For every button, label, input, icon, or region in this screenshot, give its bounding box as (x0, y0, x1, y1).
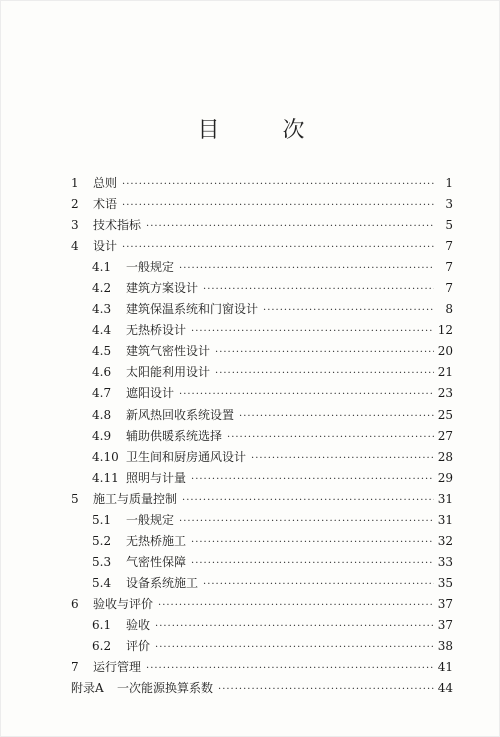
dot-leader (215, 342, 434, 363)
toc-entry[interactable] (71, 678, 453, 699)
toc-entry[interactable] (71, 173, 453, 194)
toc-entry[interactable] (71, 426, 453, 447)
toc-entry-number: 4.11 (92, 470, 119, 485)
page-title: 目 次 (197, 118, 333, 143)
dot-leader (203, 574, 434, 595)
toc-entry-page-number: 35 (437, 575, 453, 590)
toc-entry-title: 无热桥设计 (126, 323, 187, 338)
dot-leader (182, 490, 434, 511)
toc-entry-page-number: 32 (437, 533, 453, 548)
toc-entry-title: 设备系统施工 (126, 575, 199, 590)
toc-entry-title: 新风热回收系统设置 (126, 407, 235, 422)
toc-entry[interactable] (71, 636, 453, 657)
toc-entry-page-number: 8 (445, 302, 453, 317)
toc-entry-title: 评价 (126, 639, 151, 654)
toc-entry-number: 4 (71, 239, 79, 254)
toc-entry-title: 遮阳设计 (126, 386, 175, 401)
dot-leader (227, 427, 434, 448)
toc-entry-title: 照明与计量 (126, 470, 187, 485)
toc-entry-page-number: 7 (445, 239, 453, 254)
toc-entry-number: 4.9 (92, 428, 112, 443)
toc-entry-number: 4.2 (92, 281, 112, 296)
toc-entry-page-number: 41 (437, 660, 453, 675)
toc-entry-title: 运行管理 (93, 660, 142, 675)
toc-entry-number: 4.4 (92, 323, 112, 338)
toc-entry[interactable] (71, 468, 453, 489)
dot-leader (218, 679, 434, 700)
toc-entry-number: 6.2 (92, 639, 112, 654)
dot-leader (203, 279, 434, 300)
toc-entry-page-number: 37 (437, 596, 453, 611)
dot-leader (191, 469, 434, 490)
toc-entry-title: 无热桥施工 (126, 533, 187, 548)
toc-entry-page-number: 31 (437, 491, 453, 506)
toc-entry-page-number: 21 (437, 365, 453, 380)
dot-leader (191, 553, 434, 574)
toc-entry[interactable] (71, 552, 453, 573)
toc-entry-number: 4.8 (92, 407, 112, 422)
dot-leader (158, 595, 434, 616)
toc-entry-page-number: 3 (445, 197, 453, 212)
dot-leader (179, 258, 434, 279)
toc-entry-number: 5.1 (92, 512, 112, 527)
dot-leader (191, 321, 434, 342)
toc-entry[interactable] (71, 278, 453, 299)
toc-entry[interactable] (71, 573, 453, 594)
toc-entry-page-number: 1 (445, 176, 453, 190)
toc-entry[interactable] (71, 215, 453, 236)
toc-entry[interactable] (71, 447, 453, 468)
toc-entry-title: 设计 (93, 239, 118, 254)
dot-leader (215, 363, 434, 384)
dot-leader (251, 448, 434, 469)
dot-leader (263, 300, 434, 321)
toc-entry-title: 总则 (93, 176, 118, 190)
toc-entry-page-number: 28 (437, 449, 453, 464)
toc-entry[interactable] (71, 594, 453, 615)
toc-entry-number: 5 (71, 491, 79, 506)
toc-entry[interactable] (71, 405, 453, 426)
toc-entry-title: 验收 (126, 617, 151, 632)
dot-leader (146, 216, 434, 237)
toc-entry-title: 气密性保障 (126, 554, 187, 569)
dot-leader (122, 174, 434, 195)
toc-entry-page-number: 33 (437, 554, 453, 569)
dot-leader (146, 658, 434, 679)
dot-leader (122, 195, 434, 216)
toc-entry-page-number: 23 (437, 386, 453, 401)
toc-entry[interactable] (71, 236, 453, 257)
toc-entry[interactable] (71, 489, 453, 510)
toc-entry-page-number: 5 (445, 218, 453, 233)
toc-entry-title: 建筑气密性设计 (126, 344, 211, 359)
toc-entry-page-number: 27 (437, 428, 453, 443)
toc-entry-number: 5.3 (92, 554, 112, 569)
toc-entry-title: 卫生间和厨房通风设计 (126, 449, 247, 464)
toc-entry[interactable] (71, 257, 453, 278)
dot-leader (155, 637, 434, 658)
toc-entry[interactable] (71, 531, 453, 552)
toc-entry-title: 施工与质量控制 (93, 491, 178, 506)
dot-leader (155, 616, 434, 637)
toc-entry-number: 2 (71, 197, 79, 212)
toc-entry-number: 4.3 (92, 302, 112, 317)
toc-entry-page-number: 37 (437, 617, 453, 632)
toc-entry[interactable] (71, 657, 453, 678)
toc-entry-title: 太阳能利用设计 (126, 365, 211, 380)
toc-entry-number: 6 (71, 596, 79, 611)
toc-entry-title: 一次能源换算系数 (117, 681, 214, 696)
toc-entry-number: 3 (71, 218, 79, 233)
toc-entry-number: 4.5 (92, 344, 112, 359)
toc-entry-number: 5.2 (92, 533, 112, 548)
toc-entry-title: 验收与评价 (93, 596, 154, 611)
toc-entry-page-number: 7 (445, 260, 453, 275)
toc-entry-title: 技术指标 (93, 218, 142, 233)
toc-entry-page-number: 31 (437, 512, 453, 527)
toc-entry-number: 附录A (71, 681, 104, 696)
dot-leader (239, 406, 434, 427)
toc-entry-number: 4.1 (92, 260, 112, 275)
toc-entry[interactable] (71, 362, 453, 383)
toc-entry-page-number: 44 (437, 681, 453, 696)
toc-entry-title: 一般规定 (126, 260, 175, 275)
toc-entry-page-number: 29 (437, 470, 453, 485)
toc-entry-page-number: 25 (437, 407, 453, 422)
dot-leader (122, 237, 434, 258)
table-of-contents (71, 173, 453, 699)
toc-entry-page-number: 12 (437, 323, 453, 338)
toc-entry-page-number: 38 (437, 639, 453, 654)
toc-entry[interactable] (71, 510, 453, 531)
toc-entry-number: 7 (71, 660, 79, 675)
toc-entry-number: 4.6 (92, 365, 112, 380)
toc-entry-title: 建筑方案设计 (126, 281, 199, 296)
toc-entry-number: 1 (71, 176, 79, 190)
dot-leader (179, 511, 434, 532)
toc-entry-title: 术语 (93, 197, 118, 212)
toc-entry-number: 5.4 (92, 575, 112, 590)
toc-entry[interactable] (71, 615, 453, 636)
toc-entry[interactable] (71, 341, 453, 362)
toc-entry[interactable] (71, 320, 453, 341)
toc-entry-title: 辅助供暖系统选择 (126, 428, 223, 443)
dot-leader (191, 532, 434, 553)
toc-entry[interactable] (71, 299, 453, 320)
toc-entry-title: 建筑保温系统和门窗设计 (126, 302, 259, 317)
toc-entry-number: 6.1 (92, 617, 112, 632)
dot-leader (179, 384, 434, 405)
toc-entry[interactable] (71, 383, 453, 404)
toc-entry-page-number: 20 (437, 344, 453, 359)
toc-entry-title: 一般规定 (126, 512, 175, 527)
toc-entry-number: 4.7 (92, 386, 112, 401)
toc-entry-number: 4.10 (92, 449, 119, 464)
toc-entry[interactable] (71, 194, 453, 215)
toc-entry-page-number: 7 (445, 281, 453, 296)
